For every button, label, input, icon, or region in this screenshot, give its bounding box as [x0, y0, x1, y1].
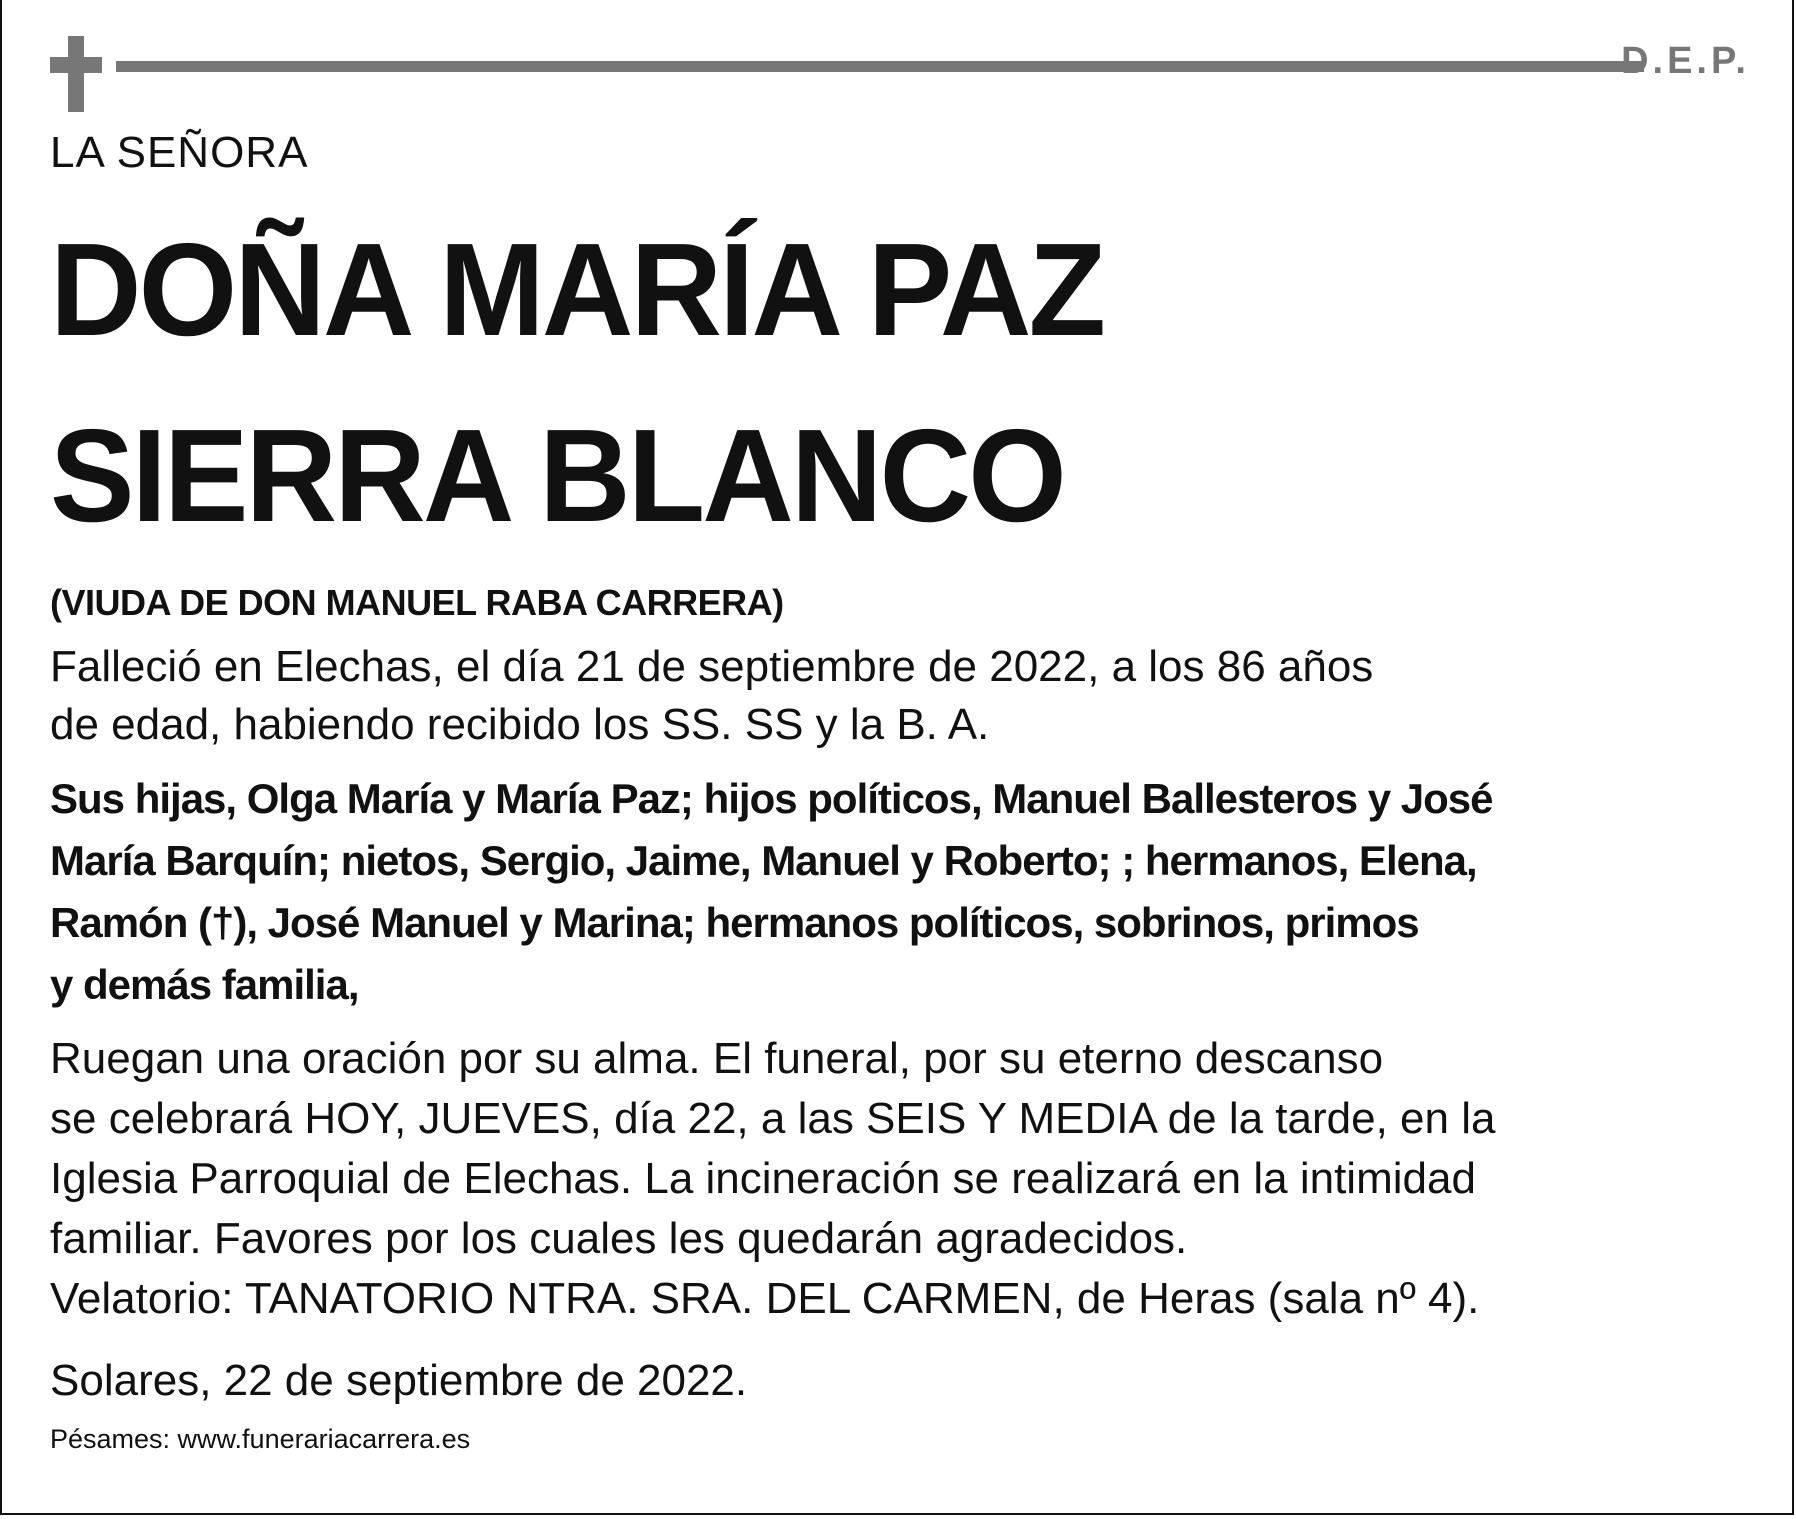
family-line-3: Ramón (†), José Manuel y Marina; hermanos políticos, sobrinos, primos [50, 899, 1419, 946]
widow-note: (VIUDA DE DON MANUEL RABA CARRERA) [50, 582, 784, 623]
funeral-line-1: Ruegan una oración por su alma. El funeral, por su eterno descanso [50, 1034, 1384, 1083]
deceased-name-line-2: SIERRA BLANCO [50, 402, 1064, 549]
family-line-4: y demás familia, [50, 961, 359, 1008]
dep-label: D.E.P. [1621, 40, 1750, 82]
title-label: LA SEÑORA [50, 128, 309, 177]
cross-icon [50, 36, 102, 112]
header-row [50, 36, 1750, 116]
death-line-2: de edad, habiendo recibido los SS. SS y la B. A. [50, 700, 990, 749]
death-line-1: Falleció en Elechas, el día 21 de septiembre de 2022, a los 86 años [50, 642, 1374, 691]
header-rule [116, 61, 1644, 72]
condolences-link: Pésames: www.funerariacarrera.es [50, 1424, 471, 1454]
funeral-line-4: familiar. Favores por los cuales les quedarán agradecidos. [50, 1214, 1188, 1263]
deceased-name-line-1: DOÑA MARÍA PAZ [50, 216, 1104, 363]
funeral-line-5: Velatorio: TANATORIO NTRA. SRA. DEL CARMEN, de Heras (sala nº 4). [50, 1274, 1480, 1323]
funeral-line-3: Iglesia Parroquial de Elechas. La incineración se realizará en la intimidad [50, 1154, 1476, 1203]
place-date: Solares, 22 de septiembre de 2022. [50, 1356, 748, 1405]
family-line-1: Sus hijas, Olga María y María Paz; hijos políticos, Manuel Ballesteros y José [50, 775, 1493, 822]
family-line-2: María Barquín; nietos, Sergio, Jaime, Manuel y Roberto; ; hermanos, Elena, [50, 837, 1477, 884]
funeral-line-2: se celebrará HOY, JUEVES, día 22, a las SEIS Y MEDIA de la tarde, en la [50, 1094, 1496, 1143]
